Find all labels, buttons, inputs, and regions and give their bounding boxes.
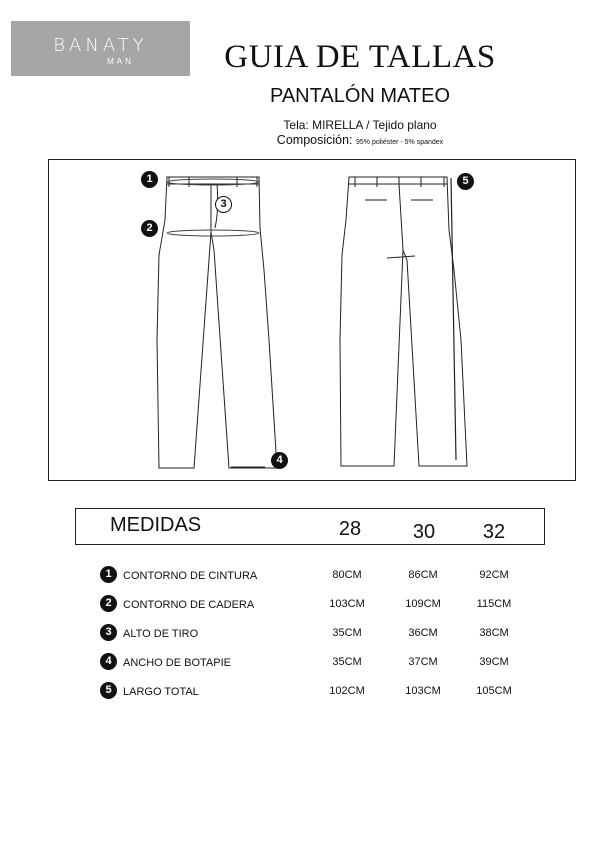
- table-row: [100, 653, 530, 673]
- size-header-28: 28: [338, 518, 362, 540]
- value-size-32: 115CM: [476, 598, 512, 610]
- pants-back-outline: [340, 177, 467, 466]
- row-label: CONTORNO DE CINTURA: [123, 570, 258, 582]
- row-number: 4: [100, 653, 117, 670]
- technical-drawing: [48, 159, 576, 481]
- value-size-30: 37CM: [408, 656, 438, 668]
- value-size-32: 92CM: [479, 569, 509, 581]
- marker-4: 4: [271, 452, 288, 469]
- row-label: ALTO DE TIRO: [123, 628, 199, 640]
- size-header-30: 30: [412, 521, 436, 543]
- table-row: [100, 624, 530, 644]
- pants-front-outline: [157, 177, 277, 468]
- marker-2: 2: [141, 220, 158, 237]
- value-size-28: 35CM: [332, 656, 362, 668]
- composition-info: [210, 133, 510, 147]
- value-size-32: 38CM: [479, 627, 509, 639]
- marker-3: 3: [215, 196, 232, 213]
- hip-measure-line: [167, 230, 259, 236]
- value-size-30: 36CM: [408, 627, 438, 639]
- logo-brand-text: BANATY: [53, 35, 148, 56]
- pants-illustration: [49, 160, 577, 482]
- back-center-seam: [399, 184, 403, 250]
- row-number: 3: [100, 624, 117, 641]
- logo-sub-text: MAN: [107, 57, 134, 66]
- marker-5: 5: [457, 173, 474, 190]
- row-label: CONTORNO DE CADERA: [123, 599, 255, 611]
- value-size-32: 105CM: [476, 685, 512, 697]
- value-size-28: 35CM: [332, 627, 362, 639]
- row-label: LARGO TOTAL: [123, 686, 199, 698]
- size-header-32: 32: [482, 521, 506, 543]
- crotch-line: [387, 256, 415, 258]
- value-size-32: 39CM: [479, 656, 509, 668]
- value-size-28: 80CM: [332, 569, 362, 581]
- value-size-30: 109CM: [405, 598, 441, 610]
- value-size-30: 86CM: [408, 569, 438, 581]
- total-length-line: [451, 178, 456, 460]
- value-size-30: 103CM: [405, 685, 441, 697]
- composition-label: Composición:: [276, 133, 353, 147]
- table-header-label: MEDIDAS: [110, 514, 202, 536]
- table-row: [100, 682, 530, 702]
- page-title: GUIA DE TALLAS: [224, 39, 496, 75]
- brand-logo: [11, 21, 190, 76]
- table-row: [100, 566, 530, 586]
- row-number: 2: [100, 595, 117, 612]
- composition-detail: 95% poliéster - 5% spandex: [356, 139, 444, 146]
- product-name: PANTALÓN MATEO: [269, 85, 451, 107]
- row-number: 5: [100, 682, 117, 699]
- table-row: [100, 595, 530, 615]
- row-label: ANCHO DE BOTAPIE: [123, 657, 231, 669]
- marker-1: 1: [141, 171, 158, 188]
- value-size-28: 103CM: [329, 598, 365, 610]
- row-number: 1: [100, 566, 117, 583]
- value-size-28: 102CM: [329, 685, 365, 697]
- fabric-info: Tela: MIRELLA / Tejido plano: [283, 118, 437, 132]
